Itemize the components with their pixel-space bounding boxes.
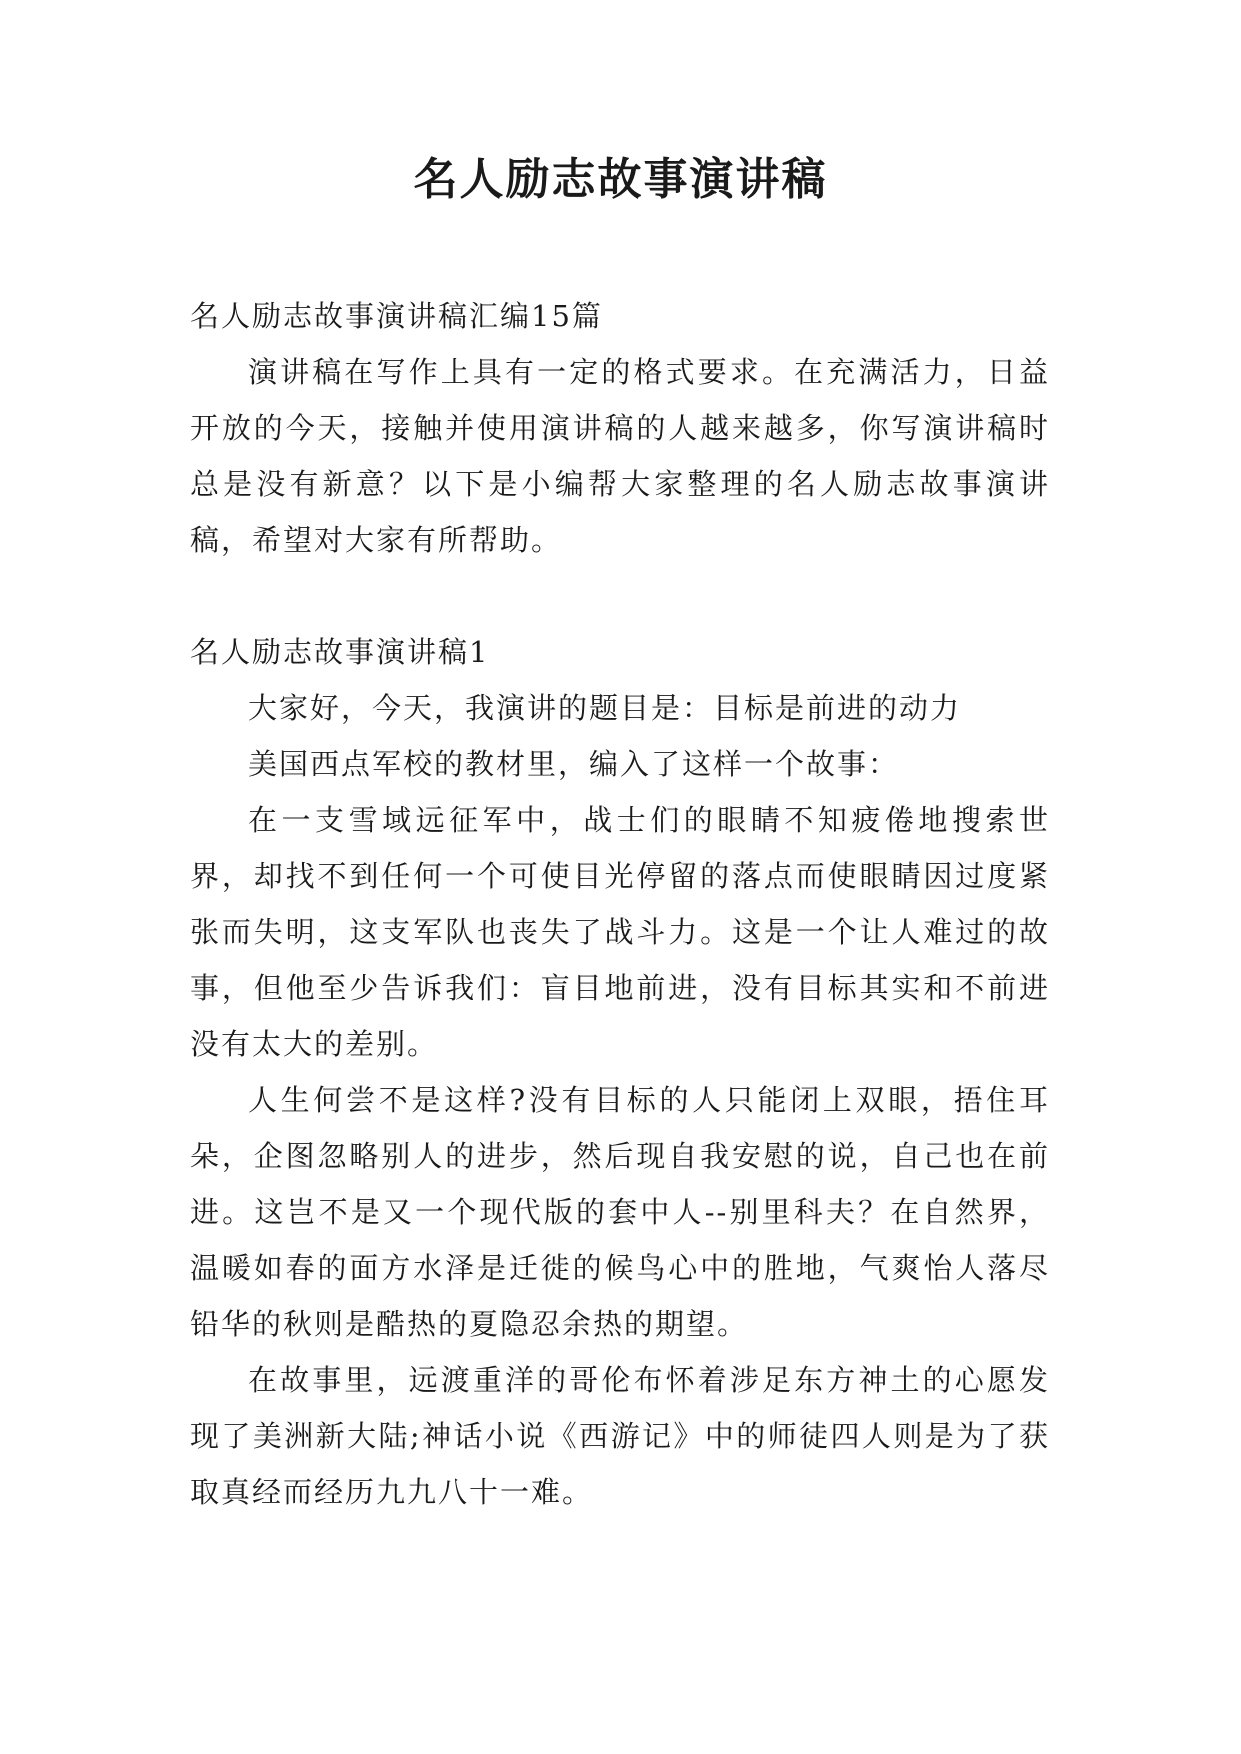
intro-paragraph: 演讲稿在写作上具有一定的格式要求。在充满活力，日益开放的今天，接触并使用演讲稿的人越来越多，你写演讲稿时总是没有新意？以下是小编帮大家整理的名人励志故事演讲稿，希望对大家有所帮助。: [190, 355, 1050, 557]
body-paragraph-3: 在一支雪域远征军中，战士们的眼睛不知疲倦地搜索世界，却找不到任何一个可使目光停留的落点而使眼睛因过度紧张而失明，这支军队也丧失了战斗力。这是一个让人难过的故事，但他至少告诉我们：盲目地前进，没有目标其实和不前进没有太大的差别。: [190, 803, 1050, 1061]
body-paragraph-4: 人生何尝不是这样?没有目标的人只能闭上双眼，捂住耳朵，企图忽略别人的进步，然后现自我安慰的说，自己也在前进。这岂不是又一个现代版的套中人--别里科夫？在自然界，温暖如春的面方水泽是迁徙的候鸟心中的胜地，气爽怡人落尽铅华的秋则是酷热的夏隐忍余热的期望。: [190, 1083, 1050, 1341]
body-paragraph-1: 大家好，今天，我演讲的题目是：目标是前进的动力: [248, 691, 962, 725]
collection-subtitle: 名人励志故事演讲稿汇编15篇: [190, 299, 603, 333]
document-body: [190, 288, 1050, 1520]
section-spacer: [190, 568, 1050, 624]
body-paragraph-2: 美国西点军校的教材里，编入了这样一个故事：: [248, 747, 900, 781]
page-title: 名人励志故事演讲稿: [413, 154, 828, 205]
section-heading: 名人励志故事演讲稿1: [190, 635, 490, 669]
body-paragraph-5: 在故事里，远渡重洋的哥伦布怀着涉足东方神土的心愿发现了美洲新大陆;神话小说《西游记》中的师徒四人则是为了获取真经而经历九九八十一难。: [190, 1363, 1050, 1509]
